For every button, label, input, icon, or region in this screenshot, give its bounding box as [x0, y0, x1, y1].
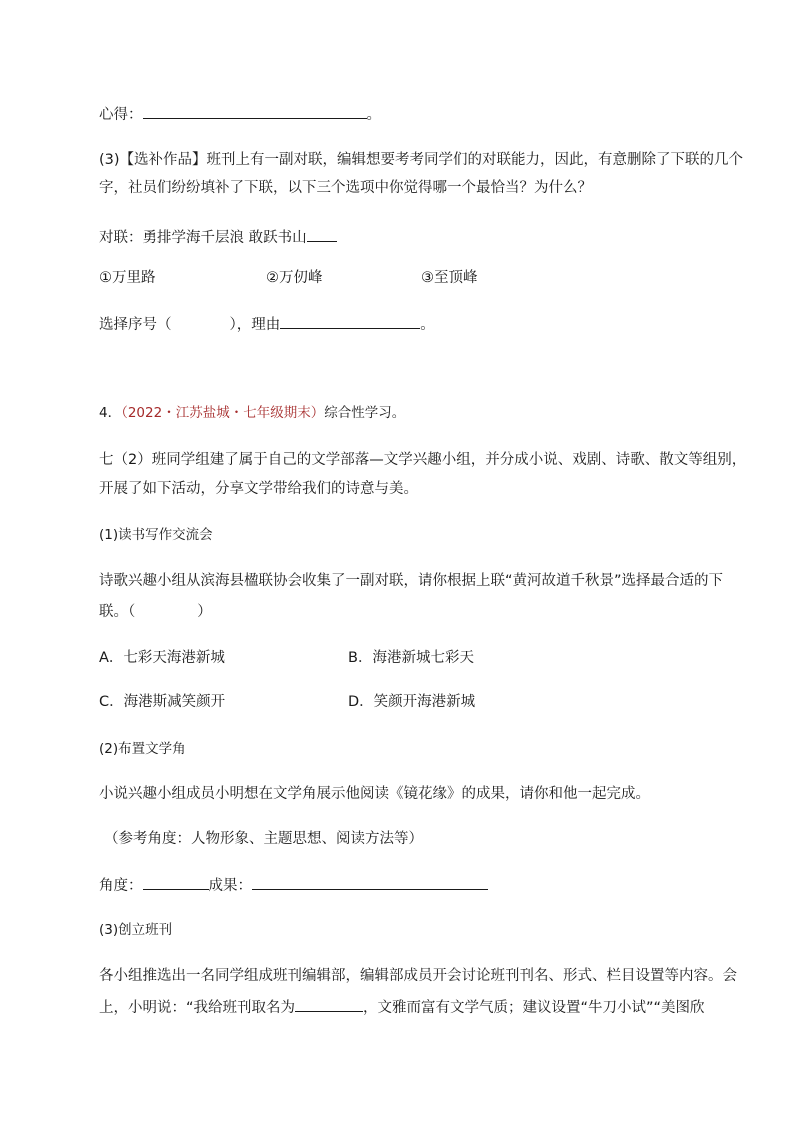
- option-2: ②万仞峰: [266, 270, 323, 286]
- option-1: ①万里路: [99, 270, 156, 286]
- q4-sub2-line1: 小说兴趣小组成员小明想在文学角展示他阅读《镜花缘》的成果，请你和他一起完成。: [99, 786, 650, 802]
- choice-a: A．七彩天海港新城: [99, 650, 225, 666]
- choice-c: C．海港斯减笑颜开: [99, 694, 226, 710]
- q4-sub2-title: (2)布置文学角: [99, 741, 186, 757]
- duilian-line: 对联：勇排学海千层浪 敢跃书山: [99, 226, 337, 248]
- xinde-blank[interactable]: [143, 103, 367, 119]
- xinde-line: 心得： 。: [99, 103, 381, 125]
- xinde-label: 心得：: [99, 107, 143, 123]
- choice-b: B．海港新城七彩天: [348, 650, 474, 666]
- angle-blank[interactable]: [143, 874, 209, 890]
- q4-title: 综合性学习。: [324, 405, 406, 421]
- sub3-question-line2: 字，社员们纷纷填补了下联，以下三个选项中你觉得哪一个最恰当？为什么？: [99, 180, 592, 196]
- journal-name-blank[interactable]: [295, 996, 363, 1012]
- q4-intro-line2: 开展了如下活动，分享文学带给我们的诗意与美。: [99, 481, 418, 497]
- choose-line: 选择序号（ ），理由 。: [99, 313, 435, 335]
- q4-sub3-line1: 各小组推选出一名同学组成班刊编辑部，编辑部成员开会讨论班刊刊名、形式、栏目设置等内容。会: [99, 968, 737, 984]
- q4-sub3-title: (3)创立班刊: [99, 922, 173, 938]
- reason-blank[interactable]: [280, 313, 420, 329]
- q4-number: 4．: [99, 405, 122, 421]
- result-blank[interactable]: [252, 874, 488, 890]
- q4-sub1-line2: 联。（ ）: [99, 604, 212, 620]
- angle-result-line: 角度： 成果：: [99, 874, 488, 896]
- q4-sub3-line2: 上，小明说：“我给班刊取名为 ，文雅而富有文学气质；建议设置“牛刀小试”“美图欣: [99, 996, 705, 1018]
- q4-intro-line1: 七（2）班同学组建了属于自己的文学部落—文学兴趣小组，并分成小说、戏剧、诗歌、散文等组别，: [99, 452, 747, 468]
- sub3-question-line1: (3)【选补作品】班刊上有一副对联，编辑想要考考同学们的对联能力，因此，有意删除了下联的几个: [99, 152, 744, 168]
- choice-d: D．笑颜开海港新城: [348, 694, 476, 710]
- duilian-blank[interactable]: [307, 226, 337, 242]
- q4-source: （2022・江苏盐城・七年级期末）: [121, 405, 325, 421]
- q4-sub1-title: (1)读书写作交流会: [99, 527, 213, 543]
- q4-sub1-line1: 诗歌兴趣小组从滨海县楹联协会收集了一副对联，请你根据上联“黄河故道千秋景”选择最合适的下: [99, 573, 724, 589]
- q4-sub2-hint: （参考角度：人物形象、主题思想、阅读方法等）: [104, 831, 423, 847]
- option-3: ③至顶峰: [421, 270, 478, 286]
- q4-header: [99, 403, 405, 423]
